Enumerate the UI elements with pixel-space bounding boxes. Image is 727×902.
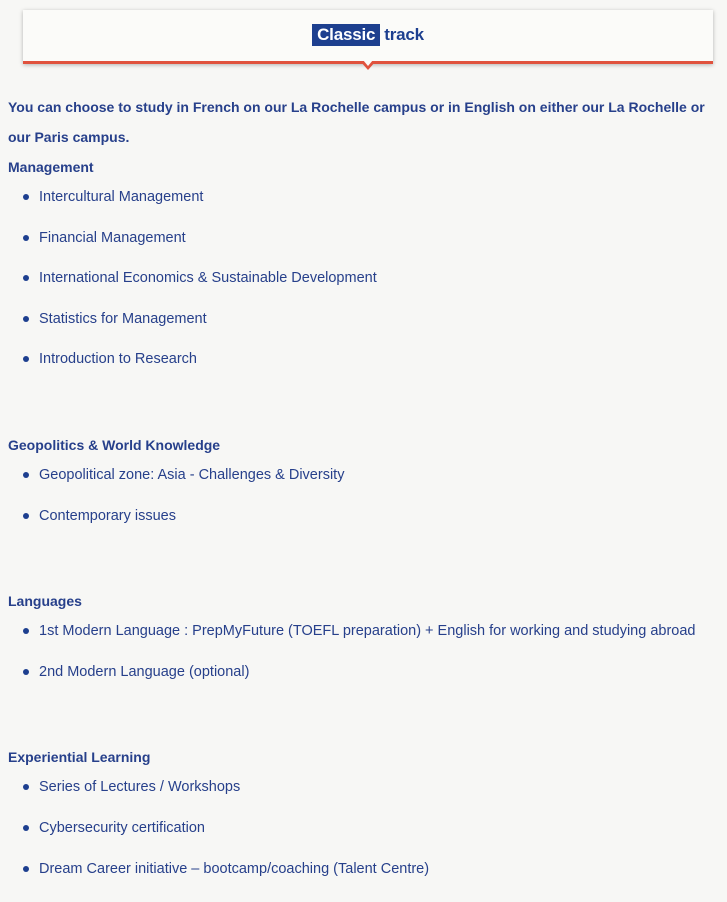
bullet-icon [23, 669, 29, 675]
course-name: Intercultural Management [39, 189, 204, 205]
bullet-icon [23, 235, 29, 241]
bullet-icon [23, 356, 29, 362]
section-heading: Management [8, 159, 94, 175]
course-list [8, 611, 720, 692]
course-name: Dream Career initiative – bootcamp/coaching (Talent Centre) [39, 860, 430, 877]
bullet-icon [23, 316, 29, 322]
bullet-icon [23, 275, 29, 281]
bullet-icon [23, 194, 29, 200]
tab-title-highlight: Classic [312, 24, 380, 46]
list-item [8, 611, 720, 652]
list-item [8, 849, 720, 890]
list-item [8, 652, 720, 693]
section-heading: Languages [8, 593, 82, 610]
section-experiential-learning [8, 747, 720, 889]
bullet-icon [23, 472, 29, 478]
bullet-icon [23, 513, 29, 519]
track-tab[interactable] [23, 10, 713, 64]
program-content [8, 92, 720, 889]
course-name: 2nd Modern Language (optional) [39, 663, 250, 680]
list-item [8, 258, 720, 299]
list-item [8, 218, 720, 259]
course-name: Introduction to Research [39, 351, 197, 368]
course-name: Cybersecurity certification [39, 819, 205, 836]
course-list [8, 455, 720, 536]
course-list [8, 767, 720, 889]
intro-text: You can choose to study in French on our La Rochelle campus or in English on either our La Rochelle or our Paris campus. [8, 99, 705, 145]
course-name: Geopolitical zone: Asia - Challenges & Diversity [39, 466, 345, 483]
bullet-icon [23, 628, 29, 634]
list-item [8, 808, 720, 849]
bullet-icon [23, 784, 29, 790]
course-list [8, 177, 720, 380]
section-heading: Geopolitics & World Knowledge [8, 436, 221, 453]
section-geopolitics [8, 435, 720, 536]
course-name: Series of Lectures / Workshops [39, 779, 241, 796]
course-name: Financial Management [39, 229, 186, 246]
course-name: 1st Modern Language : PrepMyFuture (TOEFL preparation) + English for working and studying abroad [39, 623, 696, 640]
list-item [8, 496, 720, 537]
tab-title [23, 24, 713, 46]
bullet-icon [23, 866, 29, 872]
section-management [8, 157, 720, 380]
section-heading: Experiential Learning [8, 749, 151, 766]
list-item [8, 455, 720, 496]
bullet-icon [23, 825, 29, 831]
tab-pointer-arrow-icon [360, 61, 376, 70]
course-name: International Economics & Sustainable Development [39, 270, 377, 287]
list-item [8, 299, 720, 340]
course-name: Contemporary issues [39, 507, 176, 524]
course-name: Statistics for Management [39, 310, 207, 327]
list-item [8, 177, 720, 218]
section-languages [8, 591, 720, 692]
list-item [8, 767, 720, 808]
tab-title-rest: track [384, 25, 424, 44]
list-item [8, 339, 720, 380]
